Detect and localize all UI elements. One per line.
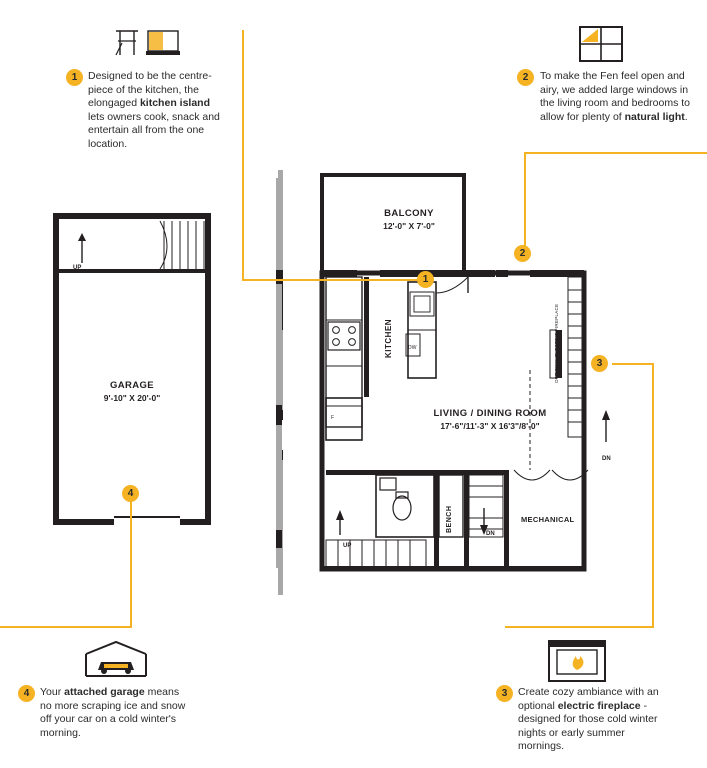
kitchen-room-name: KITCHEN: [384, 318, 393, 358]
callout-2-text-plain: To make the Fen feel open and airy, we added large windows in the living room and bedrooms to allow for plenty of natural light.: [540, 70, 690, 123]
connector-line-2-vertical: [524, 152, 526, 254]
mid-stairs-down-label: DN: [486, 531, 495, 537]
living-dining-room-label: [380, 408, 600, 432]
window-icon: [578, 25, 624, 63]
fireplace-icon: [548, 640, 606, 682]
balcony-room-name: BALCONY: [384, 208, 434, 219]
badge-1-plan-marker[interactable]: 1: [417, 271, 434, 288]
separator-wall-seg-mid: [276, 405, 282, 425]
separator-wall: [276, 178, 282, 568]
connector-line-1-vertical: [242, 30, 244, 280]
living-dining-room-name: LIVING / DINING ROOM: [433, 408, 547, 419]
bench-label: BENCH: [446, 505, 453, 533]
garage-stairs-up-label: UP: [73, 265, 82, 271]
garage-block: [52, 213, 212, 525]
garage-room-label: [62, 380, 202, 404]
living-dining-room-dim: 17'-6"/11'-3" X 16'3"/8'-0": [440, 421, 540, 431]
connector-line-2-horizontal: [524, 152, 707, 154]
connector-line-1-horizontal: [242, 279, 428, 281]
fireplace-note-label: OPTIONAL ELECTRIC FIREPLACE: [554, 303, 559, 383]
right-stairs-down-label: DN: [602, 456, 611, 462]
garage-room-name: GARAGE: [109, 380, 155, 391]
badge-3-plan-marker[interactable]: 3: [591, 355, 608, 372]
badge-1[interactable]: 1: [66, 69, 83, 86]
fridge-label: F: [331, 415, 335, 421]
main-unit-block: [268, 170, 618, 595]
badge-2-plan-marker[interactable]: 2: [514, 245, 531, 262]
dishwasher-label: DW: [408, 345, 417, 351]
balcony-room-dim: 12'-0" X 7'-0": [383, 221, 435, 231]
garage-room-dim: 9'-10" X 20'-0": [103, 393, 161, 403]
balcony-room-label: [330, 208, 488, 232]
connector-line-4-vertical: [130, 500, 132, 628]
connector-line-4-horizontal: [0, 626, 132, 628]
callout-2-text: [540, 70, 690, 124]
badge-3[interactable]: 3: [496, 685, 513, 702]
callout-3-text-plain: Create cozy ambiance with an optional electric fireplace - designed for those cold winter nights or early summer mornings.: [518, 686, 659, 752]
callout-4-text: [40, 686, 192, 740]
separator-wall-seg-bottom: [276, 530, 282, 548]
entry-stairs-up-label: UP: [343, 543, 352, 549]
badge-4-plan-marker[interactable]: 4: [122, 485, 139, 502]
badge-2[interactable]: 2: [517, 69, 534, 86]
callout-4-text-plain: Your attached garage means no more scraping ice and snow off your car on a cold winter's morning.: [40, 686, 186, 739]
callout-3-text: [518, 686, 670, 754]
separator-wall-seg-top: [276, 270, 282, 284]
connector-line-3-horizontal-bottom: [505, 626, 654, 628]
callout-1-text: [88, 70, 228, 151]
garage-car-icon: [84, 640, 148, 678]
callout-1-text-plain: Designed to be the centre-piece of the kitchen, the elongaged kitchen island lets owners cook, snack and entertain all from the one location.: [88, 70, 220, 150]
mechanical-room-name: MECHANICAL: [521, 515, 575, 524]
kitchen-island-icon: [106, 25, 182, 57]
badge-4[interactable]: 4: [18, 685, 35, 702]
connector-line-3-vertical: [652, 363, 654, 628]
connector-line-3-horizontal: [612, 363, 654, 365]
